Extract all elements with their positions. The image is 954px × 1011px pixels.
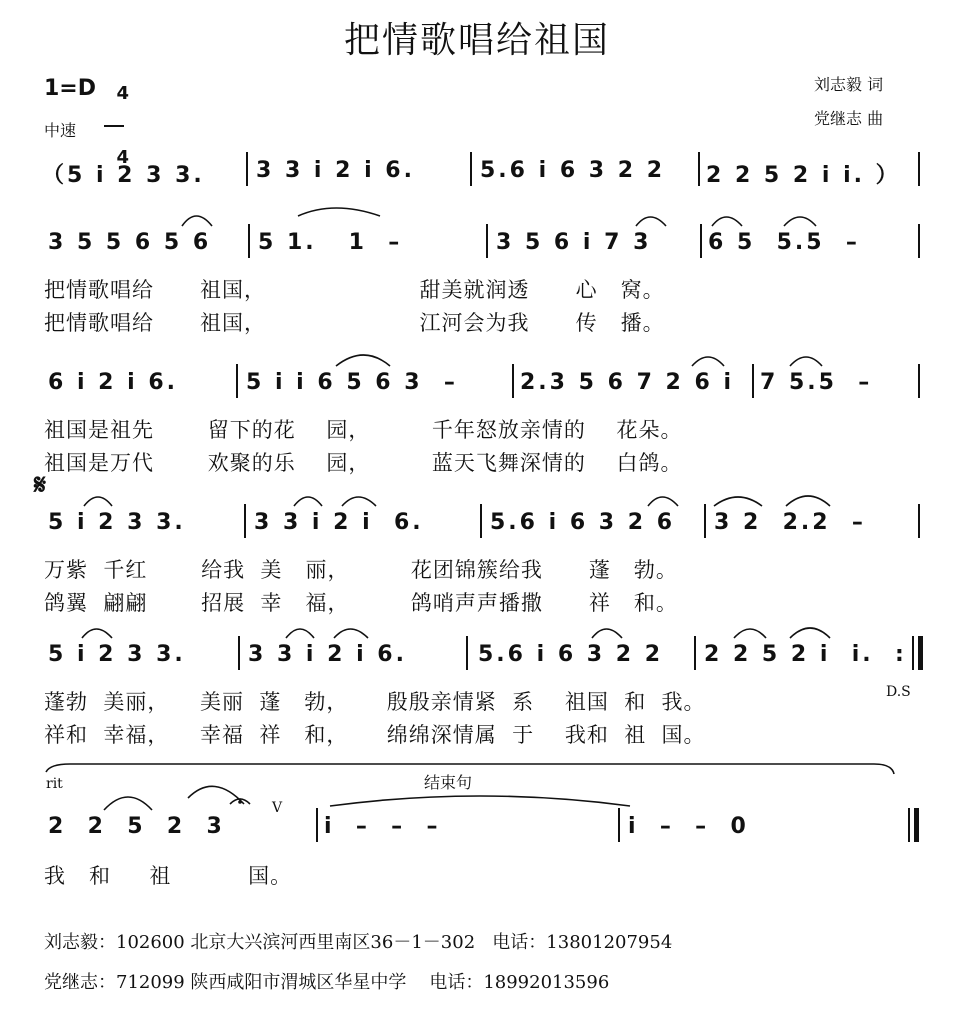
ending-bar-3: i – – 0 — [628, 814, 749, 839]
slur — [104, 797, 152, 810]
lyricist-address: 刘志毅：102600 北京大兴滨河西里南区36－1－302 电话：13801207954 — [44, 932, 673, 953]
slur — [188, 786, 244, 804]
meter-top: 4 — [116, 83, 130, 104]
slur — [294, 497, 322, 506]
verse-bar-3: 3 5 6 i 7 3 — [496, 230, 652, 255]
slur — [84, 497, 112, 506]
verse-bar-2: 5 1. 1 – — [258, 230, 403, 255]
chorus-bar-1: 5 i 2 3 3. — [48, 510, 186, 535]
verse-bar-7: 2.3 5 6 7 2 6 i — [520, 370, 735, 395]
slur — [334, 629, 368, 638]
meter-bottom: 4 — [116, 147, 130, 168]
phrase-bracket — [46, 764, 894, 774]
chorus-bar-6: 3 3 i 2 i 6. — [248, 642, 407, 667]
lyric-line: 万紫 千红 给我 美 丽， 花团锦簇给我 蓬 勃。 — [44, 558, 678, 582]
slur — [786, 496, 830, 506]
ending-bar-1: 2 2 5 2 3 — [48, 814, 225, 839]
lyric-line: 祖国是祖先 留下的花 园， 千年怒放亲情的 花朵。 — [44, 418, 683, 442]
chorus-bar-4: 3 2 2.2 – — [714, 510, 866, 535]
lyric-line: 蓬勃 美丽， 美丽 蓬 勃， 殷殷亲情紧 系 祖国 和 我。 — [44, 690, 706, 714]
lyric-line: 鸽翼 翩翩 招展 幸 福， 鸽哨声声播撒 祥 和。 — [44, 591, 678, 615]
slur — [648, 497, 678, 506]
lyric-line: 我 和 祖 国。 — [44, 864, 293, 888]
slur — [298, 208, 380, 216]
lyric-line: 祖国是万代 欢聚的乐 园， 蓝天飞舞深情的 白鸽。 — [44, 451, 683, 475]
intro-bar-4: 2 2 5 2 i i. ） — [706, 163, 901, 188]
ritardando-mark: rit — [46, 776, 63, 792]
chorus-bar-8: 2 2 5 2 i i. : — [704, 642, 907, 667]
intro-bar-3: 5.6 i 6 3 2 2 — [480, 158, 666, 183]
verse-bar-5: 6 i 2 i 6. — [48, 370, 178, 395]
chorus-bar-2: 3 3 i 2 i 6. — [254, 510, 424, 535]
verse-bar-4: 6 5 5.5 – — [708, 230, 860, 255]
composer-credit: 党继志 曲 — [814, 109, 884, 128]
slur — [712, 217, 742, 226]
segno-sign: 𝄋 — [34, 468, 47, 501]
slur — [82, 629, 112, 638]
fermata-dot — [238, 800, 242, 804]
slur — [336, 355, 390, 366]
slur — [734, 629, 766, 638]
breath-mark: V — [272, 800, 283, 816]
slur — [636, 217, 666, 226]
ending-label: 结束句 — [424, 773, 473, 792]
chorus-bar-3: 5.6 i 6 3 2 6 — [490, 510, 676, 535]
lyric-line: 把情歌唱给 祖国， 江河会为我 传 播。 — [44, 311, 665, 335]
chorus-bar-7: 5.6 i 6 3 2 2 — [478, 642, 664, 667]
lyric-line: 把情歌唱给 祖国， 甜美就润透 心 窝。 — [44, 278, 665, 302]
intro-bar-2: 3 3 i 2 i 6. — [256, 158, 415, 183]
verse-bar-1: 3 5 5 6 5 6 — [48, 230, 212, 255]
tempo-marking: 中速 — [44, 121, 77, 140]
slur — [714, 497, 762, 506]
slur — [592, 629, 622, 638]
page-title: 把情歌唱给祖国 — [343, 20, 610, 61]
verse-bar-8: 7 5.5 – — [760, 370, 873, 395]
slur — [182, 216, 212, 226]
slur — [342, 497, 376, 506]
slur — [790, 628, 830, 638]
key-signature: 1=D — [44, 76, 97, 101]
lyric-line: 祥和 幸福， 幸福 祥 和， 绵绵深情属 于 我和 祖 国。 — [44, 723, 706, 747]
chorus-bar-5: 5 i 2 3 3. — [48, 642, 186, 667]
verse-bar-6: 5 i i 6 5 6 3 – — [246, 370, 458, 395]
ending-bar-2: i – – – — [324, 814, 441, 839]
intro-bar-1: （5 i 2 3 3. — [42, 163, 205, 188]
slur — [692, 357, 724, 366]
composer-address: 党继志：712099 陕西咸阳市渭城区华星中学 电话：18992013596 — [44, 972, 610, 993]
slur — [784, 217, 816, 226]
slur — [790, 357, 822, 366]
ending-tie — [330, 796, 630, 806]
lyricist-credit: 刘志毅 词 — [814, 75, 884, 94]
dal-segno-mark: D.S — [886, 684, 911, 700]
slur — [286, 629, 314, 638]
